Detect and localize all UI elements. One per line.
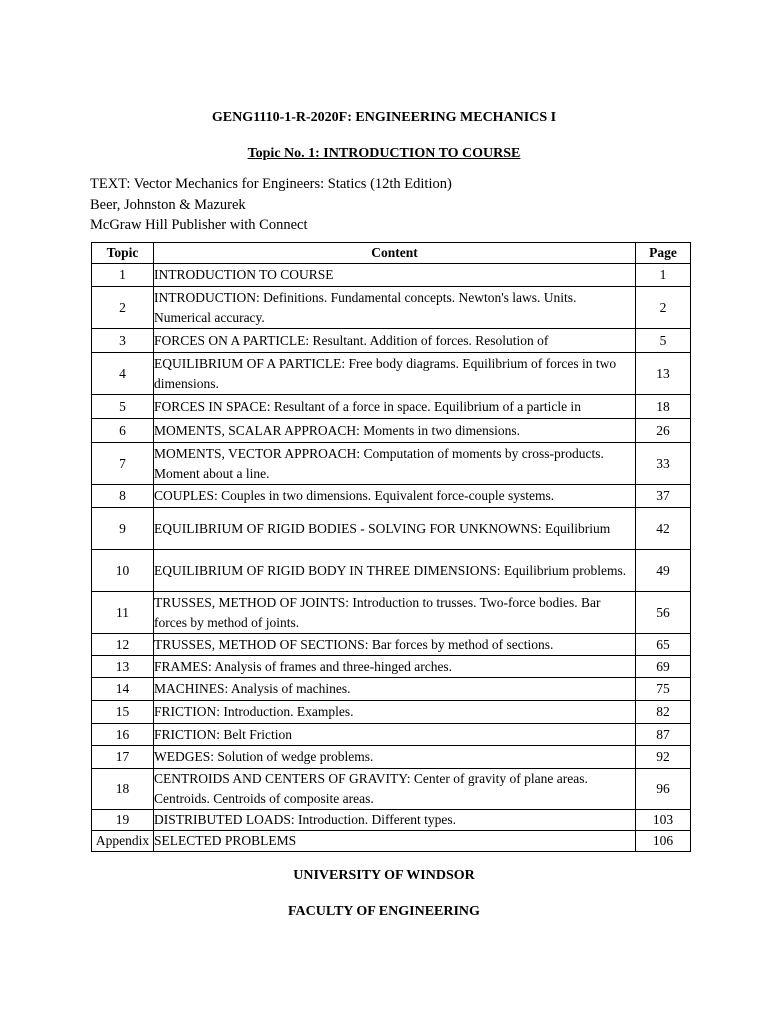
page-number: 37 — [636, 485, 691, 508]
table-row — [92, 550, 691, 592]
topic-number: 13 — [92, 656, 154, 678]
page-number: 26 — [636, 419, 691, 443]
topic-number: 8 — [92, 485, 154, 508]
topic-content: TRUSSES, METHOD OF SECTIONS: Bar forces by method of sections. — [154, 634, 636, 656]
topic-number: 10 — [92, 550, 154, 592]
table-row — [92, 769, 691, 810]
topic-content: MOMENTS, SCALAR APPROACH: Moments in two dimensions. — [154, 419, 636, 443]
topic-number: 17 — [92, 746, 154, 769]
table-row — [92, 831, 691, 852]
table-row — [92, 678, 691, 701]
contents-table — [91, 242, 691, 852]
page-number: 65 — [636, 634, 691, 656]
page-number: 87 — [636, 724, 691, 746]
topic-content: INTRODUCTION: Definitions. Fundamental concepts. Newton's laws. Units. Numerical accuracy. — [154, 287, 636, 329]
topic-content: EQUILIBRIUM OF A PARTICLE: Free body diagrams. Equilibrium of forces in two dimensions. — [154, 353, 636, 395]
footer-university: UNIVERSITY OF WINDSOR — [293, 868, 475, 883]
topic-number: 15 — [92, 701, 154, 724]
table-row — [92, 810, 691, 831]
topic-number: 14 — [92, 678, 154, 701]
page-number: 92 — [636, 746, 691, 769]
topic-content: DISTRIBUTED LOADS: Introduction. Different types. — [154, 810, 636, 831]
page-number: 1 — [636, 264, 691, 287]
table-header-row — [92, 243, 691, 264]
page-number: 2 — [636, 287, 691, 329]
topic-number: 11 — [92, 592, 154, 634]
topic-number: 4 — [92, 353, 154, 395]
topic-content: MOMENTS, VECTOR APPROACH: Computation of moments by cross-products. Moment about a line. — [154, 443, 636, 485]
table-row — [92, 724, 691, 746]
topic-number: 7 — [92, 443, 154, 485]
topic-number: 19 — [92, 810, 154, 831]
reference-authors: Beer, Johnston & Mazurek — [90, 197, 246, 213]
page-number: 106 — [636, 831, 691, 852]
topic-content: CENTROIDS AND CENTERS OF GRAVITY: Center of gravity of plane areas. Centroids. Centroids of composite areas. — [154, 769, 636, 810]
topic-number: 2 — [92, 287, 154, 329]
page-number: 69 — [636, 656, 691, 678]
page-number: 96 — [636, 769, 691, 810]
page-number: 18 — [636, 395, 691, 419]
table-row — [92, 701, 691, 724]
table-row — [92, 443, 691, 485]
topic-content: EQUILIBRIUM OF RIGID BODIES - SOLVING FOR UNKNOWNS: Equilibrium — [154, 508, 636, 550]
table-row — [92, 485, 691, 508]
footer-faculty: FACULTY OF ENGINEERING — [288, 904, 480, 919]
reference-text: TEXT: Vector Mechanics for Engineers: Statics (12th Edition) — [90, 176, 452, 192]
topic-number: 3 — [92, 329, 154, 353]
topic-content: FRICTION: Introduction. Examples. — [154, 701, 636, 724]
reference-publisher: McGraw Hill Publisher with Connect — [90, 217, 308, 233]
page-number: 49 — [636, 550, 691, 592]
table-row — [92, 592, 691, 634]
topic-number: 12 — [92, 634, 154, 656]
page-number: 5 — [636, 329, 691, 353]
header-topic: Topic — [92, 243, 154, 264]
page-number: 42 — [636, 508, 691, 550]
topic-content: SELECTED PROBLEMS — [154, 831, 636, 852]
topic-content: EQUILIBRIUM OF RIGID BODY IN THREE DIMENSIONS: Equilibrium problems. — [154, 550, 636, 592]
page-number: 75 — [636, 678, 691, 701]
table-row — [92, 287, 691, 329]
topic-content: INTRODUCTION TO COURSE — [154, 264, 636, 287]
topic-title: Topic No. 1: INTRODUCTION TO COURSE — [247, 146, 521, 161]
topic-number: 1 — [92, 264, 154, 287]
table-row — [92, 746, 691, 769]
topic-content: FRAMES: Analysis of frames and three-hinged arches. — [154, 656, 636, 678]
topic-content: FORCES IN SPACE: Resultant of a force in space. Equilibrium of a particle in — [154, 395, 636, 419]
table-row — [92, 329, 691, 353]
table-row — [92, 419, 691, 443]
header-page: Page — [636, 243, 691, 264]
topic-number: 16 — [92, 724, 154, 746]
header-content: Content — [154, 243, 636, 264]
topic-number: 5 — [92, 395, 154, 419]
page-number: 56 — [636, 592, 691, 634]
page-number: 82 — [636, 701, 691, 724]
topic-number: Appendix — [92, 831, 154, 852]
topic-content: COUPLES: Couples in two dimensions. Equivalent force-couple systems. — [154, 485, 636, 508]
topic-content: WEDGES: Solution of wedge problems. — [154, 746, 636, 769]
table-row — [92, 353, 691, 395]
table-row — [92, 395, 691, 419]
page-number: 103 — [636, 810, 691, 831]
table-row — [92, 634, 691, 656]
topic-content: TRUSSES, METHOD OF JOINTS: Introduction to trusses. Two-force bodies. Bar forces by method of joints. — [154, 592, 636, 634]
topic-content: FRICTION: Belt Friction — [154, 724, 636, 746]
table-row — [92, 508, 691, 550]
page-number: 13 — [636, 353, 691, 395]
page-number: 33 — [636, 443, 691, 485]
topic-number: 6 — [92, 419, 154, 443]
table-row — [92, 656, 691, 678]
topic-content: FORCES ON A PARTICLE: Resultant. Addition of forces. Resolution of — [154, 329, 636, 353]
topic-number: 18 — [92, 769, 154, 810]
course-title: GENG1110-1-R-2020F: ENGINEERING MECHANICS I — [211, 110, 557, 125]
topic-number: 9 — [92, 508, 154, 550]
table-row — [92, 264, 691, 287]
topic-content: MACHINES: Analysis of machines. — [154, 678, 636, 701]
